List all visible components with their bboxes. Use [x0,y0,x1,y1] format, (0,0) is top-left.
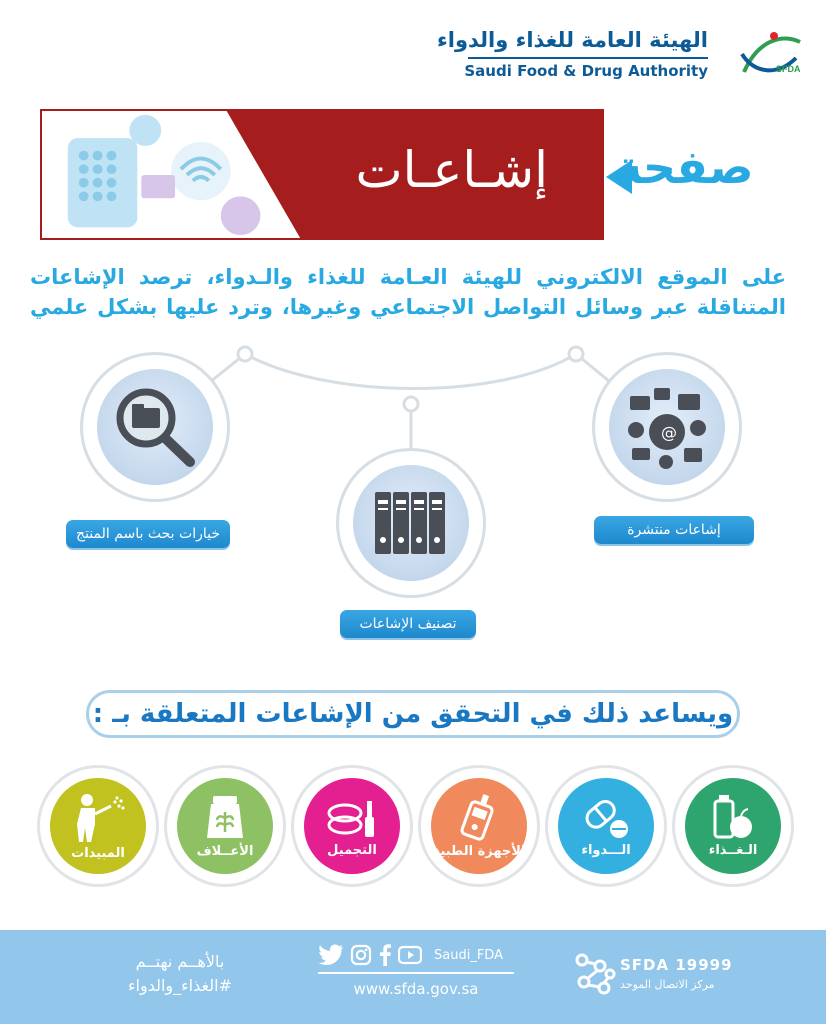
intro-text: على الموقع الالكتروني للهيئة العـامة للغذاء والـدواء، ترصد الإشاعات المتناقلة عبر وسائل التواصل الاجتماعي وغيرها، وترد عليها بشكل علمي [30,265,786,319]
hotline-number[interactable]: SFDA 19999 [620,956,733,974]
sfda-logo [437,24,804,84]
category-pesticides-inner [50,778,146,874]
cosmetics-icon [327,795,377,841]
logo-divider [468,57,708,59]
category-medical-devices-inner [431,778,527,874]
footer-hashtag[interactable]: #الغذاء_والدواء [128,976,232,995]
footer-slogan-line1: بالأهــم نهتــم [135,952,225,971]
glucometer-icon [459,794,499,842]
category-pesticides [37,765,159,887]
rumors-banner [40,109,604,240]
footer-divider [318,972,514,974]
widespread-rumors-circle [592,352,742,502]
binders-icon [373,488,449,558]
contact-center [574,948,734,1008]
pill-icon [581,795,631,841]
category-medical-devices [418,765,540,887]
contact-center-icon [574,952,616,998]
rumors-classification-inner [353,465,469,581]
logo-badge-text: SFDA [776,64,801,74]
footer-social [318,944,518,998]
category-feed [164,765,286,887]
category-food [672,765,794,887]
hotline-caption: مركز الاتصال الموحد [620,978,715,991]
footer [0,930,826,1024]
rumors-classification-label: تصنيف الإشاعات [340,610,476,638]
org-name-english: Saudi Food & Drug Authority [464,62,708,80]
category-feed-label: الأعــلاف [196,843,254,859]
product-search-label: خيارات بحث باسم المنتج [66,520,230,548]
rumors-classification-circle [336,448,486,598]
sprayer-icon [71,792,125,844]
banner-title: إشـاعـات [355,141,548,199]
instagram-icon[interactable] [350,944,372,966]
verify-bar [86,690,740,738]
search-folder-icon [110,382,200,472]
page-word: صفحة [615,140,754,194]
product-search-circle [80,352,230,502]
category-cosmetics-label: التجميل [327,842,377,858]
category-medicine-inner [558,778,654,874]
food-icon [711,795,755,841]
category-food-inner [685,778,781,874]
social-handle[interactable]: Saudi_FDA [434,947,503,963]
website-link[interactable]: www.sfda.gov.sa [353,980,479,998]
widespread-rumors-inner [609,369,725,485]
sfda-logo-icon [734,28,804,82]
twitter-icon[interactable] [318,944,344,966]
network-icon [622,382,712,472]
category-medicine [545,765,667,887]
youtube-icon[interactable] [398,945,422,965]
category-cosmetics-inner [304,778,400,874]
social-icons [318,944,518,966]
widespread-rumors-label: إشاعات منتشرة [594,516,754,544]
svg-text:@: @ [661,423,677,442]
category-feed-inner [177,778,273,874]
category-medical-devices-label: الأجهزة الطبية [432,843,526,859]
category-pesticides-label: المبيدات [71,845,125,861]
feed-sack-icon [203,794,247,842]
product-search-inner [97,369,213,485]
footer-slogan [100,950,260,998]
category-cosmetics [291,765,413,887]
verify-text: ويساعد ذلك في التحقق من الإشاعات المتعلقة بـ : [92,699,734,729]
facebook-icon[interactable] [378,944,392,966]
category-medicine-label: الـــدواء [581,842,631,858]
org-name-arabic: الهيئة العامة للغذاء والدواء [437,28,708,52]
category-food-label: الـغــذاء [708,842,758,858]
